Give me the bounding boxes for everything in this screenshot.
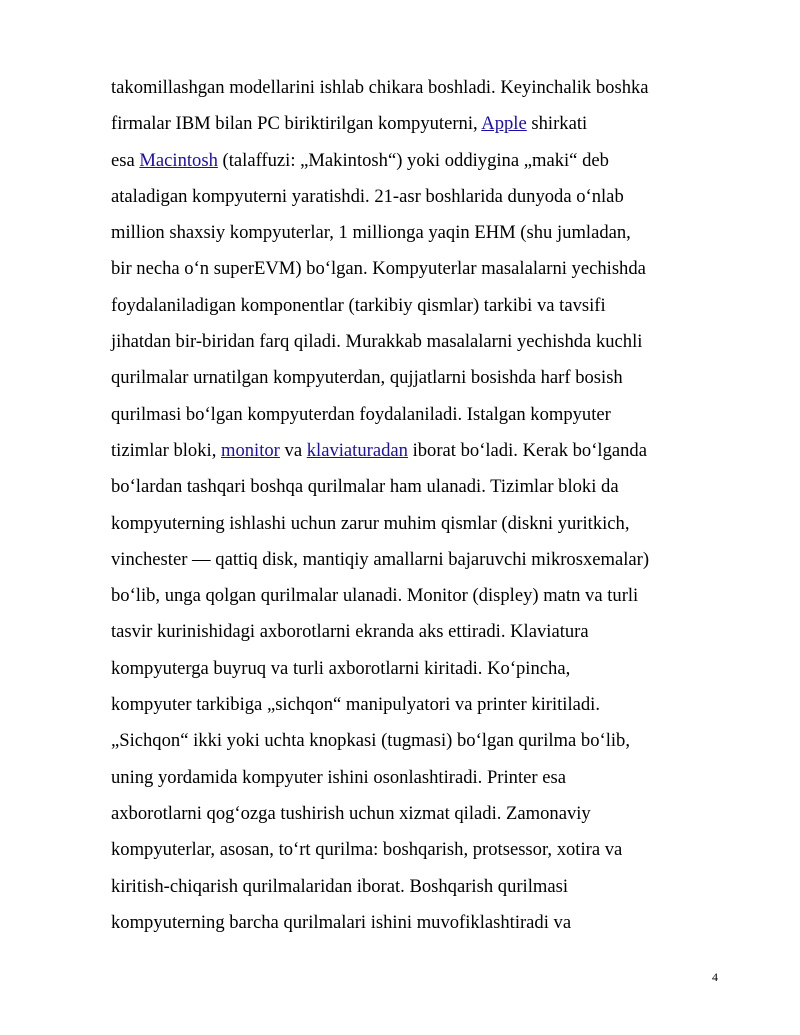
text-segment: million shaxsiy kompyuterlar, 1 millionga yaqin EHM (shu jumladan, (111, 222, 631, 244)
text-line (111, 687, 721, 723)
text-segment: tizimlar bloki, (111, 439, 221, 461)
text-line (111, 905, 721, 941)
text-line (111, 506, 721, 542)
text-segment: bir necha oʻn superEVM) boʻlgan. Kompyuterlar masalalarni yechishda (111, 258, 646, 280)
text-segment: kiritish-chiqarish qurilmalaridan iborat. Boshqarish qurilmasi (111, 875, 569, 897)
text-line (111, 469, 721, 505)
text-line (111, 832, 721, 868)
link-klaviaturadan[interactable]: klaviaturadan (306, 439, 408, 461)
page-number: 4 (712, 970, 718, 984)
text-segment: esa (111, 149, 140, 171)
text-line (111, 651, 721, 687)
text-line (111, 723, 721, 759)
text-segment: vinchester — qattiq disk, mantiqiy amallarni bajaruvchi mikrosxemalar) (111, 548, 650, 570)
text-segment: boʻlardan tashqari boshqa qurilmalar ham ulanadi. Tizimlar bloki da (111, 476, 619, 498)
text-segment: jihatdan bir-biridan farq qiladi. Murakkab masalalarni yechishda kuchli (111, 331, 643, 353)
text-line (111, 542, 721, 578)
text-line (111, 106, 721, 142)
text-line (111, 614, 721, 650)
text-line (111, 760, 721, 796)
text-segment: qurilmasi boʻlgan kompyuterdan foydalaniladi. Istalgan kompyuter (111, 403, 611, 425)
text-line (111, 578, 721, 614)
text-line (111, 869, 721, 905)
text-segment: qurilmalar urnatilgan kompyuterdan, qujjatlarni bosishda harf bosish (111, 367, 623, 389)
text-segment: ataladigan kompyuterni yaratishdi. 21-asr boshlarida dunyoda oʻnlab (111, 185, 624, 207)
link-apple[interactable]: Apple (481, 113, 527, 135)
text-segment: kompyuterlar, asosan, toʻrt qurilma: boshqarish, protsessor, xotira va (111, 839, 623, 861)
text-segment: va (279, 439, 307, 461)
text-line (111, 179, 721, 215)
text-segment: kompyuter tarkibiga „sichqon“ manipulyatori va printer kiritiladi. (111, 694, 600, 716)
text-segment: tasvir kurinishidagi axborotlarni ekranda aks ettiradi. Klaviatura (111, 621, 589, 643)
link-monitor[interactable]: monitor (221, 439, 280, 461)
text-segment: iborat boʻladi. Kerak boʻlganda (407, 439, 647, 461)
text-segment: axborotlarni qogʻozga tushirish uchun xizmat qiladi. Zamonaviy (111, 802, 591, 824)
text-line (111, 215, 721, 251)
text-line (111, 324, 721, 360)
text-segment: takomillashgan modellarini ishlab chikara boshladi. Keyinchalik boshka (111, 77, 649, 98)
text-line (111, 251, 721, 287)
text-line (111, 288, 721, 324)
link-macintosh[interactable]: Macintosh (139, 149, 218, 171)
text-line (111, 796, 721, 832)
text-line (111, 360, 721, 396)
text-segment: kompyuterning ishlashi uchun zarur muhim qismlar (diskni yuritkich, (111, 512, 630, 534)
text-segment: „Sichqon“ ikki yoki uchta knopkasi (tugmasi) boʻlgan qurilma boʻlib, (111, 730, 630, 752)
text-segment: kompyuterning barcha qurilmalari ishini muvofiklashtiradi va (111, 911, 572, 933)
text-segment: foydalaniladigan komponentlar (tarkibiy qismlar) tarkibi va tavsifi (111, 294, 606, 316)
text-line (111, 143, 721, 179)
text-segment: (talaffuzi: „Makintosh“) yoki oddiygina „maki“ deb (217, 149, 609, 171)
body-text (111, 70, 721, 941)
text-segment: uning yordamida kompyuter ishini osonlashtiradi. Printer esa (111, 766, 566, 788)
text-segment: firmalar IBM bilan PC biriktirilgan kompyuterni, (111, 113, 482, 135)
text-line (111, 70, 721, 106)
text-line (111, 433, 721, 469)
text-segment: shirkati (526, 113, 588, 135)
text-line (111, 397, 721, 433)
text-segment: boʻlib, unga qolgan qurilmalar ulanadi. Monitor (displey) matn va turli (111, 585, 639, 607)
text-segment: kompyuterga buyruq va turli axborotlarni kiritadi. Koʻpincha, (111, 657, 571, 679)
